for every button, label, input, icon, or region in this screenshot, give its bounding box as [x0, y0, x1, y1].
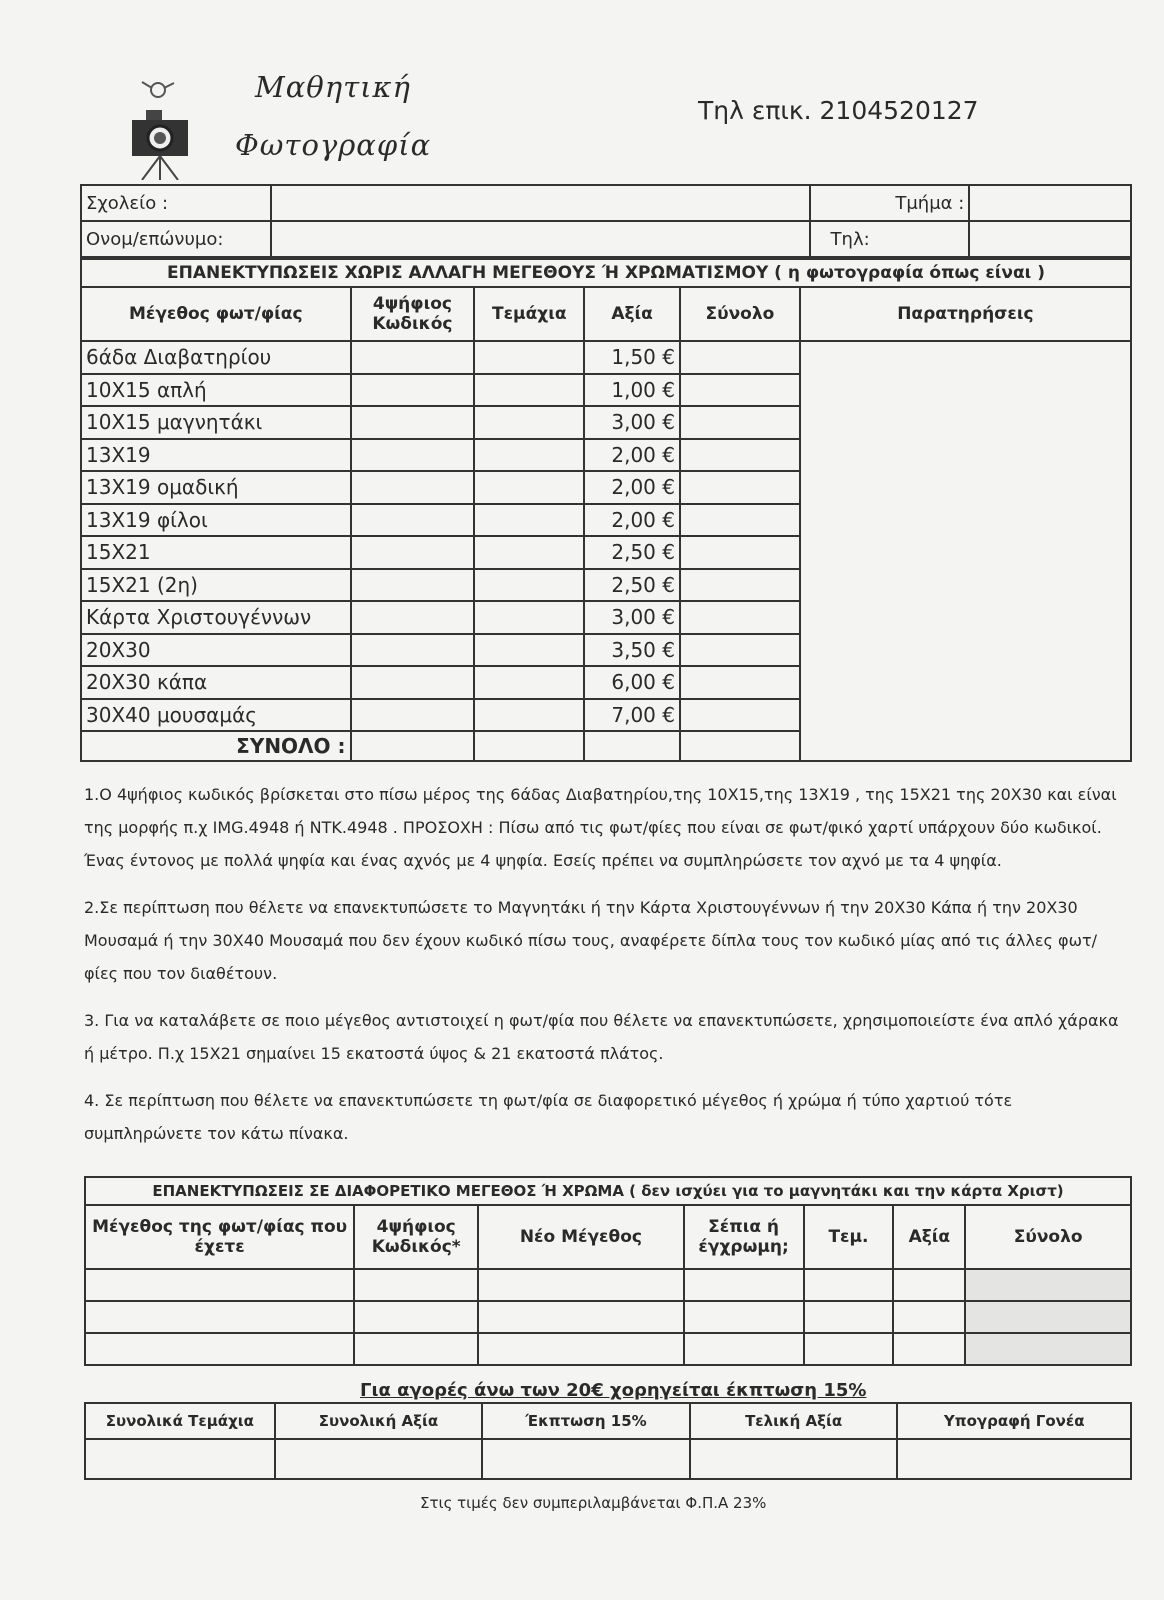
different-cell[interactable] [354, 1301, 478, 1333]
sum-cell[interactable] [680, 699, 800, 732]
different-row [85, 1269, 1131, 1301]
price-cell: 2,50 € [584, 536, 680, 569]
sum-cell[interactable] [680, 439, 800, 472]
size-cell: 10Χ15 μαγνητάκι [81, 406, 351, 439]
code-cell[interactable] [351, 666, 475, 699]
sum-col-signature: Υπογραφή Γονέα [897, 1403, 1131, 1439]
different-cell[interactable] [893, 1269, 965, 1301]
total-label: ΣΥΝΟΛΟ : [81, 731, 351, 761]
name-field[interactable] [271, 221, 810, 257]
col-remarks: Παρατηρήσεις [800, 287, 1131, 341]
summary-table [84, 1402, 1132, 1480]
sum-cell[interactable] [680, 341, 800, 374]
size-cell: Κάρτα Χριστουγέννων [81, 601, 351, 634]
col-price2: Αξία [893, 1205, 965, 1269]
pieces-cell[interactable] [474, 634, 584, 667]
class-label: Τμήμα : [810, 185, 970, 221]
sum-final-field[interactable] [690, 1439, 898, 1479]
sum-cell[interactable] [680, 374, 800, 407]
brand-line-1: Μαθητική [255, 70, 411, 104]
col-code: 4ψήφιος Κωδικός [351, 287, 475, 341]
price-cell: 7,00 € [584, 699, 680, 732]
pieces-cell[interactable] [474, 699, 584, 732]
pieces-cell[interactable] [474, 406, 584, 439]
size-cell: 13Χ19 ομαδική [81, 471, 351, 504]
different-cell[interactable] [85, 1301, 354, 1333]
different-cell[interactable] [965, 1301, 1131, 1333]
col-pieces2: Τεμ. [804, 1205, 894, 1269]
different-row [85, 1301, 1131, 1333]
code-cell[interactable] [351, 504, 475, 537]
code-cell[interactable] [351, 601, 475, 634]
col-price: Αξία [584, 287, 680, 341]
size-cell: 30Χ40 μουσαμάς [81, 699, 351, 732]
sum-col-pieces: Συνολικά Τεμάχια [85, 1403, 275, 1439]
price-cell: 3,00 € [584, 601, 680, 634]
phone-number: Τηλ επικ. 2104520127 [698, 96, 979, 125]
note-1: 1.Ο 4ψήφιος κωδικός βρίσκεται στο πίσω μέρος της 6άδας Διαβατηρίου,της 10Χ15,της 13Χ19 , της 15Χ21 της 20Χ30 και είναι της μορφής π.χ IMG.4948 ή NTK.4948 . ΠΡΟΣΟΧΗ : Πίσω από τις φωτ/φίες που είναι σε φωτ/φικό χαρτί υπάρχουν δύο κωδικοί. Ένας έντονος με πολλά ψηφία και ένας αχνός με 4 ψηφία. Εσείς πρέπει να συμπληρώσετε τον αχνό με τα 4 ψηφία. [84, 785, 1117, 870]
col-current-size: Μέγεθος της φωτ/φίας που έχετε [85, 1205, 354, 1269]
code-cell[interactable] [351, 536, 475, 569]
pieces-cell[interactable] [474, 666, 584, 699]
sum-cell[interactable] [680, 601, 800, 634]
remarks-cell[interactable] [800, 341, 1131, 731]
sum-col-discount: Έκπτωση 15% [482, 1403, 690, 1439]
different-cell[interactable] [478, 1301, 684, 1333]
size-cell: 20Χ30 κάπα [81, 666, 351, 699]
price-cell: 1,00 € [584, 374, 680, 407]
different-cell[interactable] [85, 1333, 354, 1365]
different-cell[interactable] [684, 1333, 804, 1365]
price-cell: 2,50 € [584, 569, 680, 602]
col-size: Μέγεθος φωτ/φίας [81, 287, 351, 341]
col-total2: Σύνολο [965, 1205, 1131, 1269]
code-cell[interactable] [351, 374, 475, 407]
different-cell[interactable] [684, 1301, 804, 1333]
different-cell[interactable] [965, 1333, 1131, 1365]
remarks-bottom-cell[interactable] [800, 731, 1131, 761]
sum-cell[interactable] [680, 634, 800, 667]
different-title: ΕΠΑΝΕΚΤΥΠΩΣΕΙΣ ΣΕ ΔΙΑΦΟΡΕΤΙΚΟ ΜΕΓΕΘΟΣ Ή ΧΡΩΜΑ ( δεν ισχύει για το μαγνητάκι και την κάρτα Χριστ) [85, 1177, 1131, 1205]
sum-signature-field[interactable] [897, 1439, 1131, 1479]
sum-cell[interactable] [680, 569, 800, 602]
price-cell: 3,50 € [584, 634, 680, 667]
col-sepia: Σέπια ή έγχρωμη; [684, 1205, 804, 1269]
camera-icon [128, 80, 192, 180]
student-info-table [80, 184, 1132, 258]
sum-cell[interactable] [680, 666, 800, 699]
col-code2: 4ψήφιος Κωδικός* [354, 1205, 478, 1269]
different-size-table [84, 1176, 1132, 1366]
pieces-cell[interactable] [474, 341, 584, 374]
sum-col-final: Τελική Αξία [690, 1403, 898, 1439]
size-cell: 13Χ19 [81, 439, 351, 472]
brand-line-2: Φωτογραφία [235, 128, 432, 162]
reprint-row [81, 341, 1131, 374]
sum-cell[interactable] [680, 536, 800, 569]
price-cell: 1,50 € [584, 341, 680, 374]
price-cell: 2,00 € [584, 439, 680, 472]
reprints-title: ΕΠΑΝΕΚΤΥΠΩΣΕΙΣ ΧΩΡΙΣ ΑΛΛΑΓΗ ΜΕΓΕΘΟΥΣ Ή ΧΡΩΜΑΤΙΣΜΟΥ ( η φωτογραφία όπως είναι ) [81, 259, 1131, 287]
pieces-cell[interactable] [474, 374, 584, 407]
sum-cell[interactable] [680, 406, 800, 439]
pieces-cell[interactable] [474, 569, 584, 602]
code-cell[interactable] [351, 341, 475, 374]
sum-value-field[interactable] [275, 1439, 483, 1479]
sum-discount-field[interactable] [482, 1439, 690, 1479]
price-cell: 2,00 € [584, 471, 680, 504]
sum-cell[interactable] [680, 471, 800, 504]
size-cell: 15Χ21 [81, 536, 351, 569]
total-code-cell[interactable] [351, 731, 475, 761]
tel-label: Τηλ: [810, 221, 970, 257]
different-cell[interactable] [354, 1333, 478, 1365]
col-pieces: Τεμάχια [474, 287, 584, 341]
different-cell[interactable] [893, 1333, 965, 1365]
pieces-cell[interactable] [474, 504, 584, 537]
pieces-cell[interactable] [474, 601, 584, 634]
size-cell: 13Χ19 φίλοι [81, 504, 351, 537]
school-label: Σχολείο : [81, 185, 271, 221]
code-cell[interactable] [351, 406, 475, 439]
pieces-cell[interactable] [474, 536, 584, 569]
class-field[interactable] [969, 185, 1131, 221]
vat-note: Στις τιμές δεν συμπεριλαμβάνεται Φ.Π.Α 23% [420, 1494, 767, 1512]
instructions [84, 778, 1124, 1164]
note-3: 3. Για να καταλάβετε σε ποιο μέγεθος αντιστοιχεί η φωτ/φία που θέλετε να επανεκτυπώσετε, χρησιμοποιείστε ένα απλό χάρακα ή μέτρο. Π.χ 15Χ21 σημαίνει 15 εκατοστά ύψος & 21 εκατοστά πλάτος. [84, 1011, 1119, 1063]
tel-field[interactable] [969, 221, 1131, 257]
sum-col-value: Συνολική Αξία [275, 1403, 483, 1439]
different-cell[interactable] [478, 1333, 684, 1365]
price-cell: 2,00 € [584, 504, 680, 537]
pieces-cell[interactable] [474, 471, 584, 504]
size-cell: 20Χ30 [81, 634, 351, 667]
total-pieces-cell[interactable] [474, 731, 584, 761]
note-2: 2.Σε περίπτωση που θέλετε να επανεκτυπώσετε το Μαγνητάκι ή την Κάρτα Χριστουγέννων ή την 20Χ30 Κάπα ή την 20Χ30 Μουσαμά ή την 30Χ40 Μουσαμά που δεν έχουν κωδικό πίσω τους, αναφέρετε δίπλα τους τον κωδικό μίας από τις άλλες φωτ/φίες που τον διαθέτουν. [84, 898, 1097, 983]
price-cell: 3,00 € [584, 406, 680, 439]
col-new-size: Νέο Μέγεθος [478, 1205, 684, 1269]
different-cell[interactable] [85, 1269, 354, 1301]
reprints-table [80, 258, 1132, 762]
name-label: Ονομ/επώνυμο: [81, 221, 271, 257]
code-cell[interactable] [351, 634, 475, 667]
different-cell[interactable] [684, 1269, 804, 1301]
discount-note: Για αγορές άνω των 20€ χορηγείται έκπτωση 15% [360, 1380, 867, 1401]
code-cell[interactable] [351, 471, 475, 504]
code-cell[interactable] [351, 699, 475, 732]
size-cell: 6άδα Διαβατηρίου [81, 341, 351, 374]
total-price-cell[interactable] [584, 731, 680, 761]
price-cell: 6,00 € [584, 666, 680, 699]
sum-cell[interactable] [680, 504, 800, 537]
different-cell[interactable] [804, 1269, 894, 1301]
note-4: 4. Σε περίπτωση που θέλετε να επανεκτυπώσετε τη φωτ/φία σε διαφορετικό μέγεθος ή χρώμα ή τύπο χαρτιού τότε συμπληρώνετε τον κάτω πίνακα. [84, 1091, 1013, 1143]
school-field[interactable] [271, 185, 810, 221]
col-total: Σύνολο [680, 287, 800, 341]
pieces-cell[interactable] [474, 439, 584, 472]
size-cell: 15Χ21 (2η) [81, 569, 351, 602]
different-cell[interactable] [965, 1269, 1131, 1301]
different-cell[interactable] [804, 1333, 894, 1365]
different-row [85, 1333, 1131, 1365]
different-cell[interactable] [354, 1269, 478, 1301]
size-cell: 10Χ15 απλή [81, 374, 351, 407]
code-cell[interactable] [351, 569, 475, 602]
sum-pieces-field[interactable] [85, 1439, 275, 1479]
different-cell[interactable] [804, 1301, 894, 1333]
different-cell[interactable] [478, 1269, 684, 1301]
code-cell[interactable] [351, 439, 475, 472]
total-sum-cell[interactable] [680, 731, 800, 761]
different-cell[interactable] [893, 1301, 965, 1333]
